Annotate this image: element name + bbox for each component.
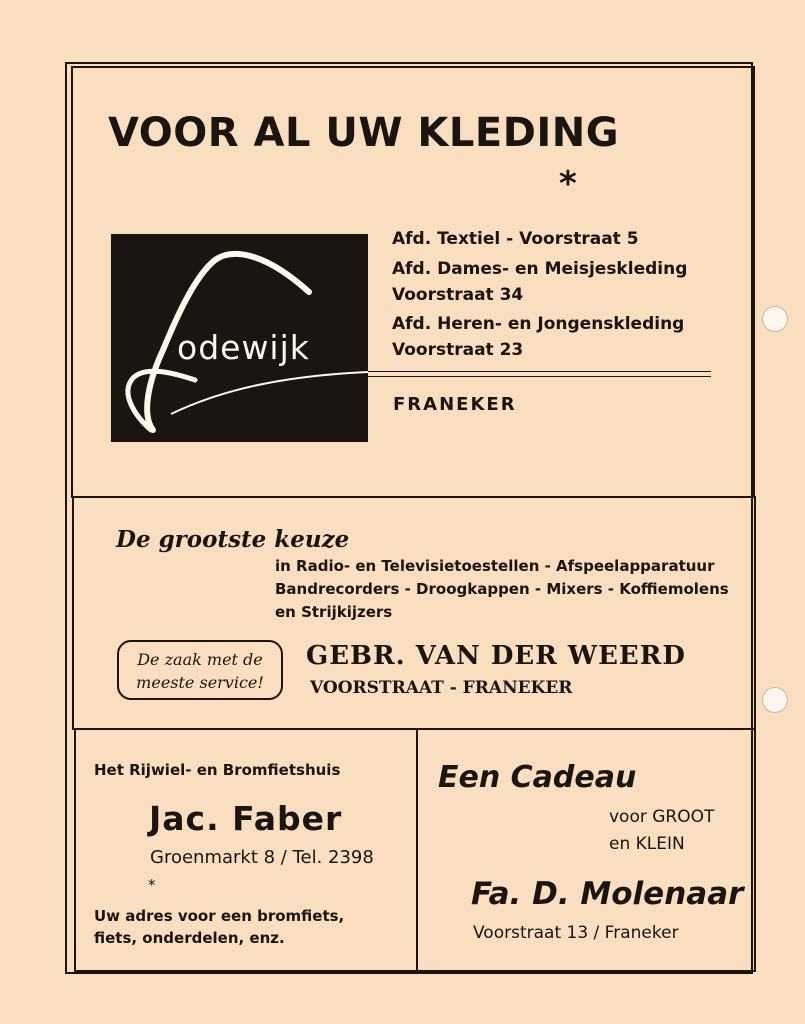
gift-shop-name: Fa. D. Molenaar — [471, 876, 744, 912]
gift-title: Een Cadeau — [438, 760, 637, 795]
electronics-line-3: en Strijkijzers — [275, 603, 393, 621]
logo-wordmark: odewijk — [177, 328, 310, 367]
clothing-headline: VOOR AL UW KLEDING — [108, 110, 620, 156]
asterisk-ornament: * — [559, 164, 577, 204]
clothing-city: FRANEKER — [393, 394, 517, 415]
bicycle-shop-name: Jac. Faber — [149, 799, 343, 838]
dept-textiel: Afd. Textiel - Voorstraat 5 — [392, 229, 639, 249]
gift-line-1: voor GROOT — [609, 807, 715, 827]
lodewijk-logo — [111, 234, 368, 442]
service-badge-line-1: De zaak met de — [137, 650, 263, 669]
gift-shop-address: Voorstraat 13 / Franeker — [473, 923, 679, 943]
store-address: VOORSTRAAT - FRANEKER — [310, 678, 573, 698]
electronics-line-2: Bandrecorders - Droogkappen - Mixers - Koffiemolens — [275, 580, 729, 598]
bicycle-footer-line-1: Uw adres voor een bromfiets, — [94, 907, 345, 925]
dept-dames-address: Voorstraat 34 — [392, 285, 524, 305]
gift-line-2: en KLEIN — [609, 834, 685, 854]
bicycle-star-ornament: * — [148, 876, 156, 894]
service-badge-line-2: meeste service! — [136, 673, 264, 692]
dept-dames: Afd. Dames- en Meisjeskleding — [392, 259, 688, 279]
punch-hole-top — [762, 306, 788, 332]
bicycle-shop-address: Groenmarkt 8 / Tel. 2398 — [150, 847, 374, 868]
service-badge — [117, 640, 283, 700]
divider-rule-2 — [368, 376, 711, 377]
store-name: GEBR. VAN DER WEERD — [306, 641, 686, 671]
bicycle-footer-line-2: fiets, onderdelen, enz. — [94, 929, 285, 947]
electronics-line-1: in Radio- en Televisietoestellen - Afspeelapparatuur — [275, 557, 715, 575]
bicycle-shop-type: Het Rijwiel- en Bromfietshuis — [94, 761, 341, 779]
punch-hole-bottom — [762, 687, 788, 713]
electronics-tagline: De grootste keuze — [116, 526, 350, 553]
dept-heren-address: Voorstraat 23 — [392, 340, 524, 360]
divider-rule — [368, 371, 711, 372]
dept-heren: Afd. Heren- en Jongenskleding — [392, 314, 685, 334]
